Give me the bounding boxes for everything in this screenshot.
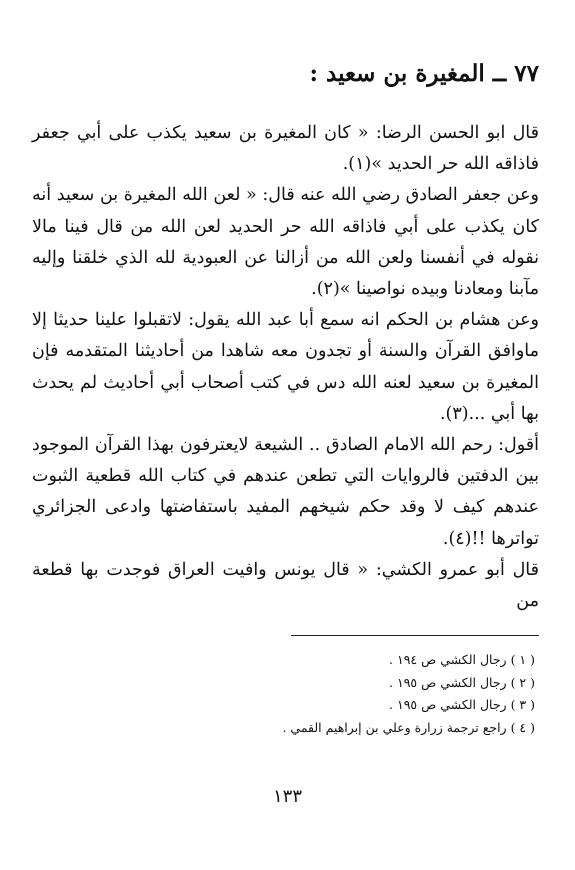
paragraph-3: وعن هشام بن الحكم انه سمع أبا عبد الله يقول: لاتقبلوا علينا حديثا إلا ماوافق القرآن والسنة أو تجدون معه شاهدا من أحاديثنا المتقدمه فإن المغيرة بن سعيد لعنه الله دس في كتب أصحاب أبي أحاديث لم يحدث بها أبي ...(٣). <box>32 310 539 424</box>
page-number: ١٣٣ <box>272 786 302 807</box>
paragraph-2: وعن جعفر الصادق رضي الله عنه قال: « لعن الله المغيرة بن سعيد أنه كان يكذب على أبي فاذاقه الله حر الحديد لعن الله من قال فينا مالا نقوله في أنفسنا ولعن الله من أزالنا عن العبودية لله الذي خلقنا وإليه مآبنا ومعادنا وبيده نواصينا »(٢). <box>32 185 539 300</box>
footnote-4: ( ٤ ) راجع ترجمة زرارة وعلي بن إبراهيم القمي . <box>282 719 535 735</box>
paragraph-5: قال أبو عمرو الكشي: « قال يونس وافيت العراق فوجدت بها قطعة من <box>32 559 539 612</box>
footnote-2: ( ٢ ) رجال الكشي ص ١٩٥ . <box>389 674 535 690</box>
footnotes <box>40 649 535 739</box>
footnote-3: ( ٣ ) رجال الكشي ص ١٩٥ . <box>389 697 535 712</box>
footnote-separator <box>291 635 539 636</box>
footnote-1: ( ١ ) رجال الكشي ص ١٩٤ . <box>389 652 535 667</box>
body-text <box>32 118 539 617</box>
paragraph-4: أقول: رحم الله الامام الصادق .. الشيعة لايعترفون بهذا القرآن الموجود بين الدفتين فالروايات التي تطعن عندهم في كتاب الله قطعية الثبوت عندهم كيف لا وقد حكم شيخهم المفيد باستفاضتها وادعى الجزائري تواترها !!(٤). <box>32 435 539 549</box>
paragraph-1: قال ابو الحسن الرضا: « كان المغيرة بن سعيد يكذب على أبي جعفر فاذاقه الله حر الحديد »(١). <box>32 123 539 175</box>
section-heading: ٧٧ ــ المغيرة بن سعيد : <box>309 60 539 87</box>
